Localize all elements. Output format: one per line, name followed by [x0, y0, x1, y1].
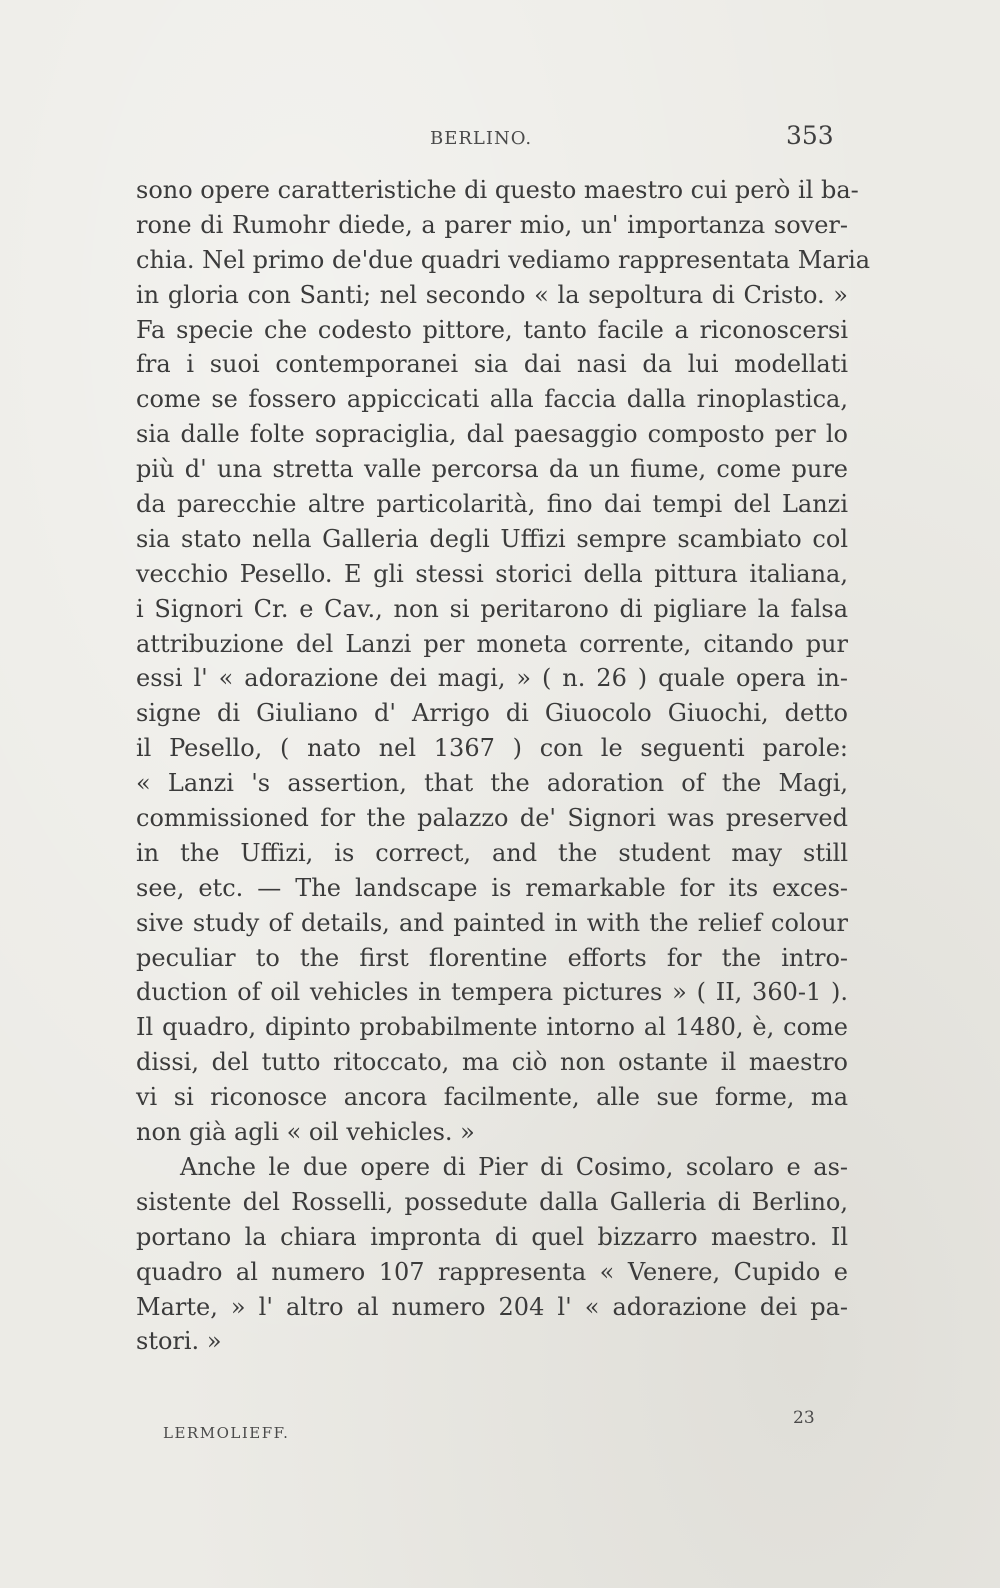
text-line: Il quadro, dipinto probabilmente intorno al 1480, è, come	[136, 1013, 848, 1042]
text-line: sia dalle folte sopraciglia, dal paesaggio composto per lo	[136, 420, 848, 449]
text-line: in gloria con Santi; nel secondo « la sepoltura di Cristo. »	[136, 280, 848, 309]
text-line: see, etc. — The landscape is remarkable for its exces-	[136, 873, 848, 902]
text-line: « Lanzi 's assertion, that the adoration of the Magi,	[136, 769, 848, 798]
text-line: dissi, del tutto ritoccato, ma ciò non ostante il maestro	[136, 1048, 848, 1077]
text-line: in the Uffizi, is correct, and the student may still	[136, 838, 848, 867]
page-number: 353	[786, 121, 834, 150]
text-line: Fa specie che codesto pittore, tanto facile a riconoscersi	[136, 315, 848, 344]
text-line: rone di Rumohr diede, a parer mio, un' importanza sover-	[136, 210, 848, 239]
signature-line: LERMOLIEFF.	[163, 1424, 290, 1442]
text-line: il Pesello, ( nato nel 1367 ) con le seguenti parole:	[136, 734, 848, 763]
text-line: sistente del Rosselli, possedute dalla Galleria di Berlino,	[136, 1187, 848, 1216]
text-line: i Signori Cr. e Cav., non si peritarono di pigliare la falsa	[136, 594, 848, 623]
text-line: sono opere caratteristiche di questo maestro cui però il ba-	[136, 176, 859, 204]
text-line: come se fossero appiccicati alla faccia dalla rinoplastica,	[136, 385, 848, 414]
text-line: essi l' « adorazione dei magi, » ( n. 26 ) quale opera in-	[136, 664, 848, 693]
text-line: peculiar to the first florentine efforts for the intro-	[136, 943, 848, 972]
text-line: fra i suoi contemporanei sia dai nasi da lui modellati	[136, 350, 848, 379]
text-line: attribuzione del Lanzi per moneta corrente, citando pur	[136, 629, 848, 658]
text-line: sia stato nella Galleria degli Uffizi sempre scambiato col	[136, 524, 848, 553]
text-line: quadro al numero 107 rappresenta « Venere, Cupido e	[136, 1257, 848, 1286]
text-line: vecchio Pesello. E gli stessi storici della pittura italiana,	[136, 559, 848, 588]
text-line: Anche le due opere di Pier di Cosimo, scolaro e as-	[180, 1152, 848, 1181]
text-line: sive study of details, and painted in with the relief colour	[136, 908, 848, 937]
text-line: più d' una stretta valle percorsa da un fiume, come pure	[136, 455, 848, 484]
text-line: Marte, » l' altro al numero 204 l' « adorazione dei pa-	[136, 1292, 848, 1321]
signature-mark: 23	[793, 1408, 815, 1428]
body-text	[136, 173, 871, 1359]
text-line: non già agli « oil vehicles. »	[136, 1118, 475, 1147]
text-line: chia. Nel primo de'due quadri vediamo rappresentata Maria	[136, 245, 871, 274]
text-line: duction of oil vehicles in tempera pictures » ( II, 360-1 ).	[136, 978, 848, 1007]
text-line: signe di Giuliano d' Arrigo di Giuocolo Giuochi, detto	[136, 699, 848, 728]
page-footer	[0, 1408, 1000, 1448]
page-header	[0, 118, 1000, 158]
text-line: vi si riconosce ancora facilmente, alle sue forme, ma	[136, 1083, 848, 1112]
text-line: da parecchie altre particolarità, fino dai tempi del Lanzi	[136, 490, 848, 519]
running-head: BERLINO.	[430, 128, 533, 149]
text-line: portano la chiara impronta di quel bizzarro maestro. Il	[136, 1222, 848, 1251]
text-line: stori. »	[136, 1327, 222, 1356]
text-line: commissioned for the palazzo de' Signori was preserved	[136, 804, 848, 833]
